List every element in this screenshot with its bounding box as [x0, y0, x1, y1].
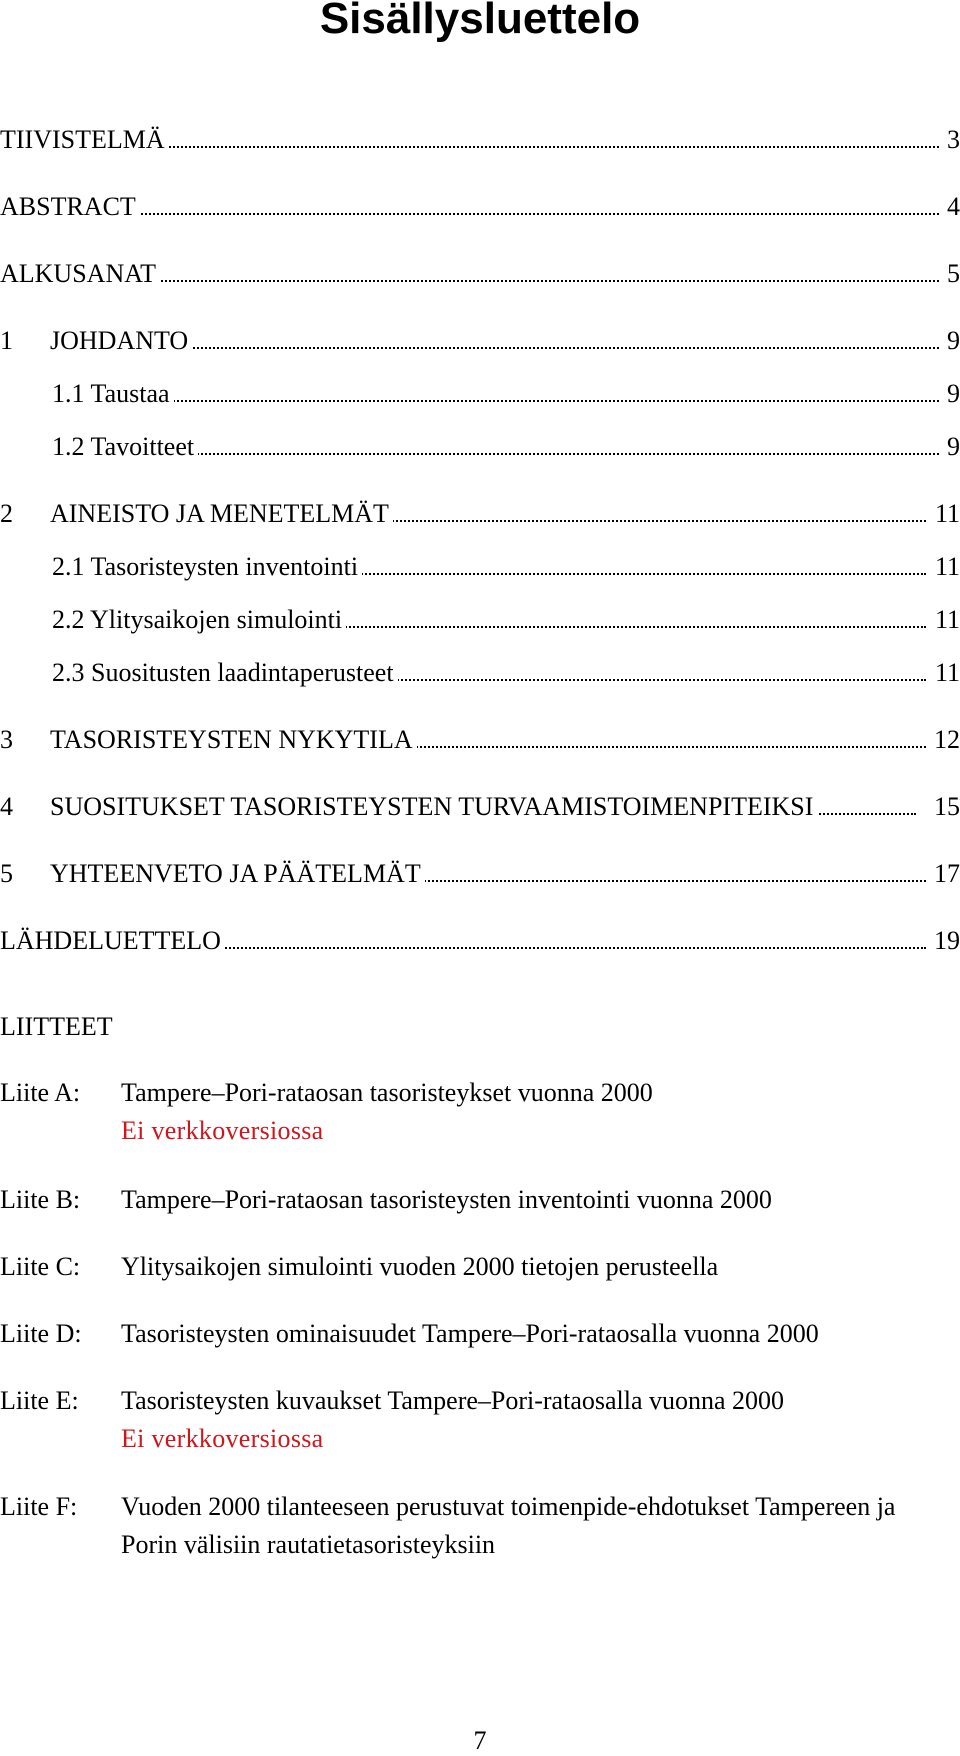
toc-entry-label: 2.1 Tasoristeysten inventointi — [52, 552, 362, 582]
toc-entry-page: 11 — [934, 552, 960, 581]
toc-entry-label: ALKUSANAT — [0, 259, 160, 289]
toc-entry-page: 12 — [934, 725, 960, 754]
toc-entry-label: 2.2 Ylitysaikojen simulointi — [52, 605, 346, 635]
appendix-key: Liite B: — [0, 1185, 81, 1214]
appendix-title: Ylitysaikojen simulointi vuoden 2000 tietojen perusteella — [121, 1252, 719, 1281]
toc-entry[interactable] — [0, 192, 960, 222]
toc-entry-label: TIIVISTELMÄ — [0, 125, 169, 155]
not-online-note: Ei verkkoversiossa — [121, 1116, 324, 1145]
toc-entry-label: YHTEENVETO JA PÄÄTELMÄT — [50, 859, 425, 889]
toc-dot-leader — [10, 213, 939, 215]
appendix-description — [121, 1382, 931, 1458]
toc-entry[interactable] — [0, 658, 960, 688]
toc-entry-label: LÄHDELUETTELO — [0, 926, 225, 956]
toc-entry-page: 3 — [947, 125, 960, 154]
toc-entry-label: 2.3 Suositusten laadintaperusteet — [52, 658, 398, 688]
toc-entry[interactable] — [0, 125, 960, 155]
appendices-heading: LIITTEET — [0, 1012, 113, 1041]
toc-entry-label: 1.2 Tavoitteet — [52, 432, 198, 462]
toc-entry[interactable] — [0, 259, 960, 289]
toc-entry[interactable] — [0, 379, 960, 409]
appendix-title: Tasoristeysten kuvaukset Tampere–Pori-rataosalla vuonna 2000 — [121, 1386, 785, 1415]
toc-entry-page: 9 — [947, 379, 960, 408]
toc-entry-page: 9 — [947, 326, 960, 355]
not-online-note: Ei verkkoversiossa — [121, 1424, 324, 1453]
toc-entry[interactable] — [0, 605, 960, 635]
toc-entry-page: 5 — [947, 259, 960, 288]
toc-entry[interactable] — [0, 725, 960, 755]
toc-entry-page: 11 — [934, 658, 960, 687]
toc-entry-page: 4 — [947, 192, 960, 221]
appendix-description — [121, 1074, 931, 1150]
toc-entry-page: 15 — [934, 792, 960, 821]
appendix-title: Vuoden 2000 tilanteeseen perustuvat toimenpide-ehdotukset Tampereen ja Porin välisiin rautatietasoristeyksiin — [121, 1492, 896, 1559]
toc-entry-page: 11 — [934, 499, 960, 528]
toc-entry-label: 1.1 Taustaa — [52, 379, 174, 409]
toc-entry-page: 11 — [934, 605, 960, 634]
toc-entry[interactable] — [0, 552, 960, 582]
toc-entry-label: JOHDANTO — [50, 326, 192, 356]
toc-entry-label: AINEISTO JA MENETELMÄT — [50, 499, 393, 529]
toc-entry-page: 19 — [934, 926, 960, 955]
appendix-key: Liite D: — [0, 1319, 82, 1348]
appendix-key: Liite C: — [0, 1252, 81, 1281]
appendix-description — [121, 1488, 931, 1564]
page-title: Sisällysluettelo — [319, 0, 641, 43]
toc-entry-number: 2 — [0, 499, 13, 528]
toc-entry[interactable] — [0, 326, 960, 356]
toc-entry-label: SUOSITUKSET TASORISTEYSTEN TURVAAMISTOIMENPITEIKSI — [50, 792, 817, 822]
toc-entry-number: 4 — [0, 792, 13, 821]
appendix-key: Liite E: — [0, 1386, 79, 1415]
toc-entry[interactable] — [0, 432, 960, 462]
appendix-title: Tampere–Pori-rataosan tasoristeysten inventointi vuonna 2000 — [121, 1185, 772, 1214]
appendix-key: Liite A: — [0, 1078, 81, 1107]
toc-entry[interactable] — [0, 926, 960, 956]
toc-entry-number: 5 — [0, 859, 13, 888]
appendix-key: Liite F: — [0, 1492, 78, 1521]
toc-entry[interactable] — [0, 859, 960, 889]
toc-entry-label: TASORISTEYSTEN NYKYTILA — [50, 725, 417, 755]
appendix-title: Tasoristeysten ominaisuudet Tampere–Pori-rataosalla vuonna 2000 — [121, 1319, 819, 1348]
toc-entry[interactable] — [0, 499, 960, 529]
appendix-title: Tampere–Pori-rataosan tasoristeykset vuonna 2000 — [121, 1078, 653, 1107]
appendix-description — [121, 1181, 931, 1219]
toc-entry-number: 3 — [0, 725, 13, 754]
toc-entry-number: 1 — [0, 326, 13, 355]
toc-dot-leader — [62, 400, 939, 402]
toc-entry-label: ABSTRACT — [0, 192, 140, 222]
toc-entry-page: 9 — [947, 432, 960, 461]
toc-entry-page: 17 — [934, 859, 960, 888]
page-number: 7 — [473, 1726, 487, 1755]
appendix-description — [121, 1315, 931, 1353]
toc-entry[interactable] — [0, 792, 960, 822]
appendix-description — [121, 1248, 931, 1286]
